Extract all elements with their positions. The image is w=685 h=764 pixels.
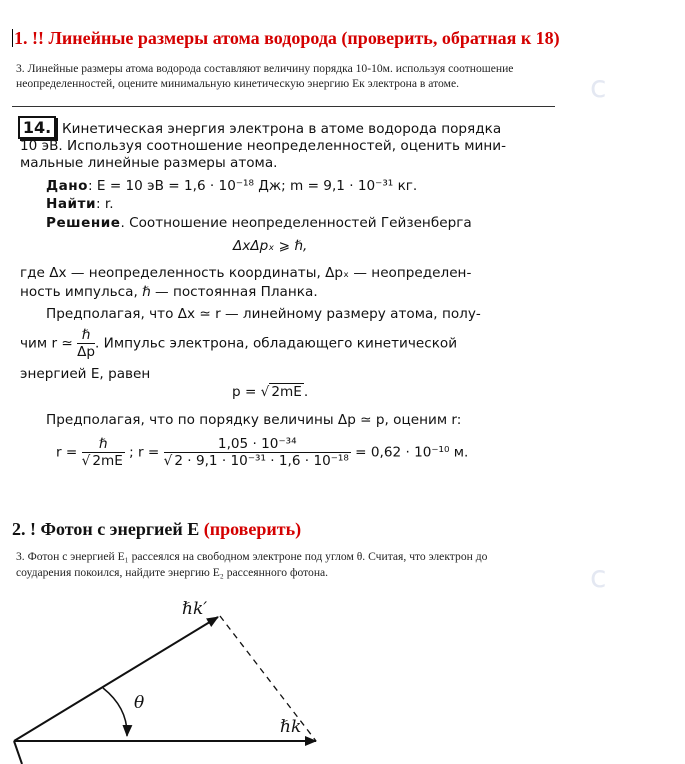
where-line-2: ность импульса, ℏ — постоянная Планка. xyxy=(20,284,318,300)
watermark-mark: c xyxy=(590,70,607,105)
problem-statement-line-3: мальные линейные размеры атома. xyxy=(20,155,278,171)
estimate-line: Предполагая, что по порядку величины Δp ≃ p, оценим r: xyxy=(46,412,462,428)
find-text: : r. xyxy=(95,196,114,212)
fraction-hbar-over-dp xyxy=(77,327,95,360)
formula-uncertainty: ΔxΔpₓ ⩾ ℏ, xyxy=(233,238,308,254)
problem-statement-line-1: Кинетическая энергия электрона в атоме водорода порядка xyxy=(62,121,502,137)
problem-statement-line-2: 10 эВ. Используя соотношение неопределенностей, оценить мини- xyxy=(20,138,507,154)
radius-result: = 0,62 · 10⁻¹⁰ м. xyxy=(355,444,469,461)
assume-rest: . Импульс электрона, обладающего кинетической xyxy=(95,335,458,352)
check-note: (проверить) xyxy=(203,519,302,539)
scattering-diagram xyxy=(0,590,340,764)
solution-label: Решение xyxy=(46,215,121,231)
solution-text: . Соотношение неопределенностей Гейзенберга xyxy=(120,215,472,231)
find-line xyxy=(46,195,114,213)
text-cursor xyxy=(12,29,13,47)
scattered-photon-vector xyxy=(14,617,218,741)
section-2-heading: 2. ! Фотон с энергией Е (проверить) xyxy=(12,519,302,539)
assume-chim: чим r ≃ xyxy=(20,335,73,352)
momentum-end: . xyxy=(303,384,309,400)
problem-number: 14. xyxy=(18,116,56,139)
momentum-formula: p = √ 2mE . xyxy=(232,384,309,400)
label-k-prime: ℏk′ xyxy=(182,599,208,619)
dashed-line xyxy=(220,616,316,741)
section-2-scan-line-1: 3. Фотон с энергией E₁ рассеялся на свободном электроне под углом θ. Считая, что электрон до xyxy=(16,550,488,563)
section-2-scan-line-2: соударения покоился, найдите энергию E₂ рассеянного фотона. xyxy=(16,566,329,579)
label-k: ℏk xyxy=(280,717,302,737)
label-theta: θ xyxy=(134,693,145,713)
fraction-numeric xyxy=(164,436,351,469)
assume-line-2 xyxy=(20,327,457,360)
fraction-bottom: Δp xyxy=(77,344,96,360)
divider xyxy=(12,106,555,107)
radius-lhs: r = xyxy=(56,444,78,461)
given-text: : E = 10 эВ = 1,6 · 10⁻¹⁸ Дж; m = 9,1 · 10⁻³¹ кг. xyxy=(88,178,418,194)
given-label: Дано xyxy=(46,178,89,194)
assume-line-3: энергией E, равен xyxy=(20,366,151,382)
momentum-root: 2mE xyxy=(271,384,302,400)
fraction-numerator: 1,05 · 10⁻³⁴ xyxy=(164,436,351,453)
where-line-1: где Δx — неопределенность координаты, Δpₓ — неопределен- xyxy=(20,265,472,281)
watermark-mark: c xyxy=(590,560,607,595)
section-1-scan-line-2: неопределенностей, оцените минимальную кинетическую энергию Ек электрона в атоме. xyxy=(16,77,459,90)
fraction-denominator: √ 2 · 9,1 · 10⁻³¹ · 1,6 · 10⁻¹⁸ xyxy=(163,453,349,469)
assume-line-1: Предполагая, что Δx ≃ r — линейному размеру атома, полу- xyxy=(46,306,481,322)
electron-vector xyxy=(14,741,22,764)
section-1-scan-line-1: 3. Линейные размеры атома водорода составляют величину порядка 10-10м. используя соотношение xyxy=(16,62,514,75)
find-label: Найти xyxy=(46,196,96,212)
momentum-lhs: p = xyxy=(232,384,261,400)
radius-formula xyxy=(56,436,468,469)
section-1-heading: 1. !! Линейные размеры атома водорода (проверить, обратная к 18) xyxy=(14,28,560,48)
solution-line xyxy=(46,214,472,232)
fraction-hbar-over-sqrt2mE xyxy=(82,436,125,469)
fraction-top: ℏ xyxy=(82,436,125,453)
fraction-top: ℏ xyxy=(77,327,95,344)
given-line xyxy=(46,177,417,195)
fraction-bottom: √ 2mE xyxy=(81,453,123,469)
radius-separator: ; r = xyxy=(129,444,160,461)
angle-arc xyxy=(103,688,127,736)
